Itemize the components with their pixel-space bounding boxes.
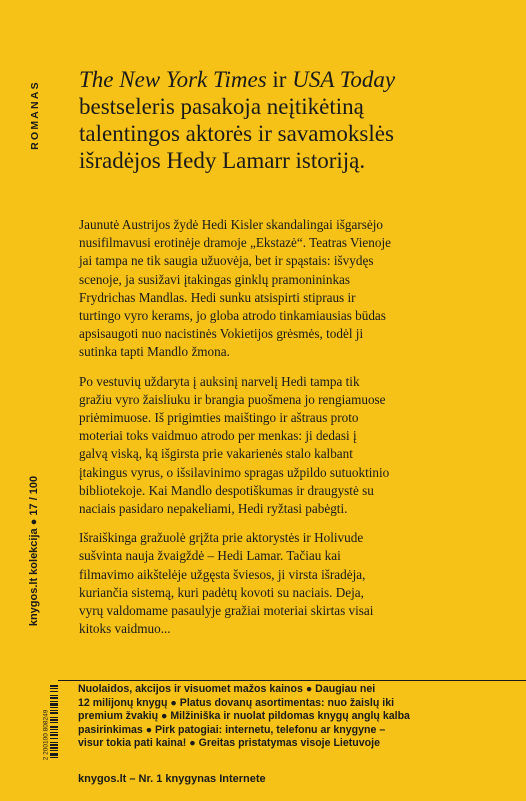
text-line: apsisaugoti nuo nacistinės Vokietijos grėsmės, todėl ji [79,326,364,342]
headline-line-4: išradėjos Hedy Lamarr istoriją. [79,148,366,173]
text-line: kitoks vaidmuo... [79,621,171,637]
barcode-bar [50,685,58,687]
blurb [79,216,511,649]
text-line: gražiu vyro žaisliuku ir brangia puošmena jo rengiamuose [79,391,386,407]
promo-line: Nuolaidos, akcijos ir visuomet mažos kainos ● Daugiau nei [78,683,376,695]
text-line: jai tampa ne tik saugia užuovėja, bet ir spąstais: išvydęs [79,253,374,269]
footer-tagline: knygos.lt – Nr. 1 knygynas Internete [78,773,266,785]
barcode-bar [50,729,58,730]
barcode-bar [50,707,58,708]
barcode-bar [50,691,58,692]
text-line: sušvinta nauja žvaigždė – Hedi Lamar. Tačiau kai [79,548,341,564]
headline-line-2: bestseleris pasakoja neįtikėtiną [79,94,364,119]
barcode-bar [50,710,58,711]
text-line: Po vestuvių uždaryta į auksinį narvelį Hedi tampa tik [79,373,360,389]
barcode-bar [50,757,58,758]
paragraph-1 [79,216,511,362]
text-line: Frydrichas Mandlas. Hedi sunku atsispirti stipraus ir [79,289,356,305]
headline-usa: USA Today [292,67,396,92]
text-line: sutinka tapti Mandlo žmona. [79,344,230,360]
paragraph-2 [79,373,511,519]
barcode-bar [50,703,58,706]
barcode-bar [50,712,58,714]
headline-line-3: talentingos aktorės ir savamokslės [79,121,394,146]
barcode-bar [50,747,58,749]
headline [79,66,509,174]
text-line: Išraiškinga gražuolė grįžta prie aktorystės ir Holivude [79,530,364,546]
text-line: scenoje, ja susižavi įtakingas ginklų pramonininkas [79,271,351,287]
text-line: naciais pasidaro nepakeliami, Hedi ryžtasi pabėgti. [79,501,348,517]
barcode [40,683,58,787]
barcode-bar [50,719,58,721]
text-line: įtakingus vyrus, o išsilavinimo spragas užpildo sutuoktinio [79,464,390,480]
barcode-bar [50,688,58,689]
series-text: knygos.lt kolekcija ● 17 / 100 [28,475,40,627]
promo-line: visur tokia pati kaina! ● Greitas pristatymas visoje Lietuvoje [78,737,380,750]
barcode-bar [50,734,58,736]
barcode-graphic [40,683,58,787]
barcode-bar [50,744,58,746]
barcode-number: 2 200100 808249 [42,709,50,761]
text-line: turtingo vyro kerams, jo globa atrodo tinkamiausias būdas [79,308,386,324]
promo-line: premium žvakių ● Milžiniška ir nuolat pildomas knygų anglų kalba [78,710,410,723]
barcode-bar [50,732,58,733]
text-line: nusifilmavusi erotinėje dramoje „Ekstazė“. Teatras Vienoje [79,235,391,251]
headline-conj: ir [266,67,293,92]
paragraph-3 [79,529,511,638]
text-line: kuriančia sistemą, kuri padėtų kovoti su naciais. Deja, [79,584,364,600]
genre-text: ROMANAS [29,80,41,150]
barcode-bar [50,722,58,723]
text-line: bibliotekoje. Kai Mandlo despotiškumas ir draugystė su [79,482,374,498]
barcode-bar [50,750,58,751]
text-line: Jaunutė Austrijos žydė Hedi Kisler skandalingai išgarsėjo [79,217,383,232]
barcode-bar [50,695,58,696]
text-line: priėmimuose. Iš prigimties maištingo ir aštraus proto [79,410,359,426]
spine-series-label [25,440,43,662]
barcode-bar [50,753,58,756]
promo-divider [58,680,526,681]
text-line: filmavimo aikštelėje užgęsta šviesos, ji virsta išradėja, [79,566,366,582]
barcode-bar [50,738,58,739]
barcode-bar [50,742,58,743]
promo-line: pasirinkimas ● Pirk patogiai: internetu, telefonu ar knygyne – [78,723,386,736]
barcode-bar [50,701,58,702]
headline-line-1 [79,66,509,93]
spine-genre-label [28,70,42,160]
text-line: galvą viską, ką išgirsta prie vakarienės stalo kalbant [79,446,353,462]
barcode-bar [50,726,58,728]
headline-nyt: The New York Times [79,67,267,92]
promo-line: 12 milijonų knygų ● Platus dovanų asortimentas: nuo žaislų iki [78,696,395,709]
promo-box [78,683,518,751]
text-line: vyrų valdomame pasaulyje gražiai moteriai skirtas visai [79,603,374,619]
barcode-bar [50,697,58,699]
text-line: moteriai toks vaidmuo atrodo per menkas: ji dedasi į [79,428,357,444]
barcode-bar [50,717,58,718]
